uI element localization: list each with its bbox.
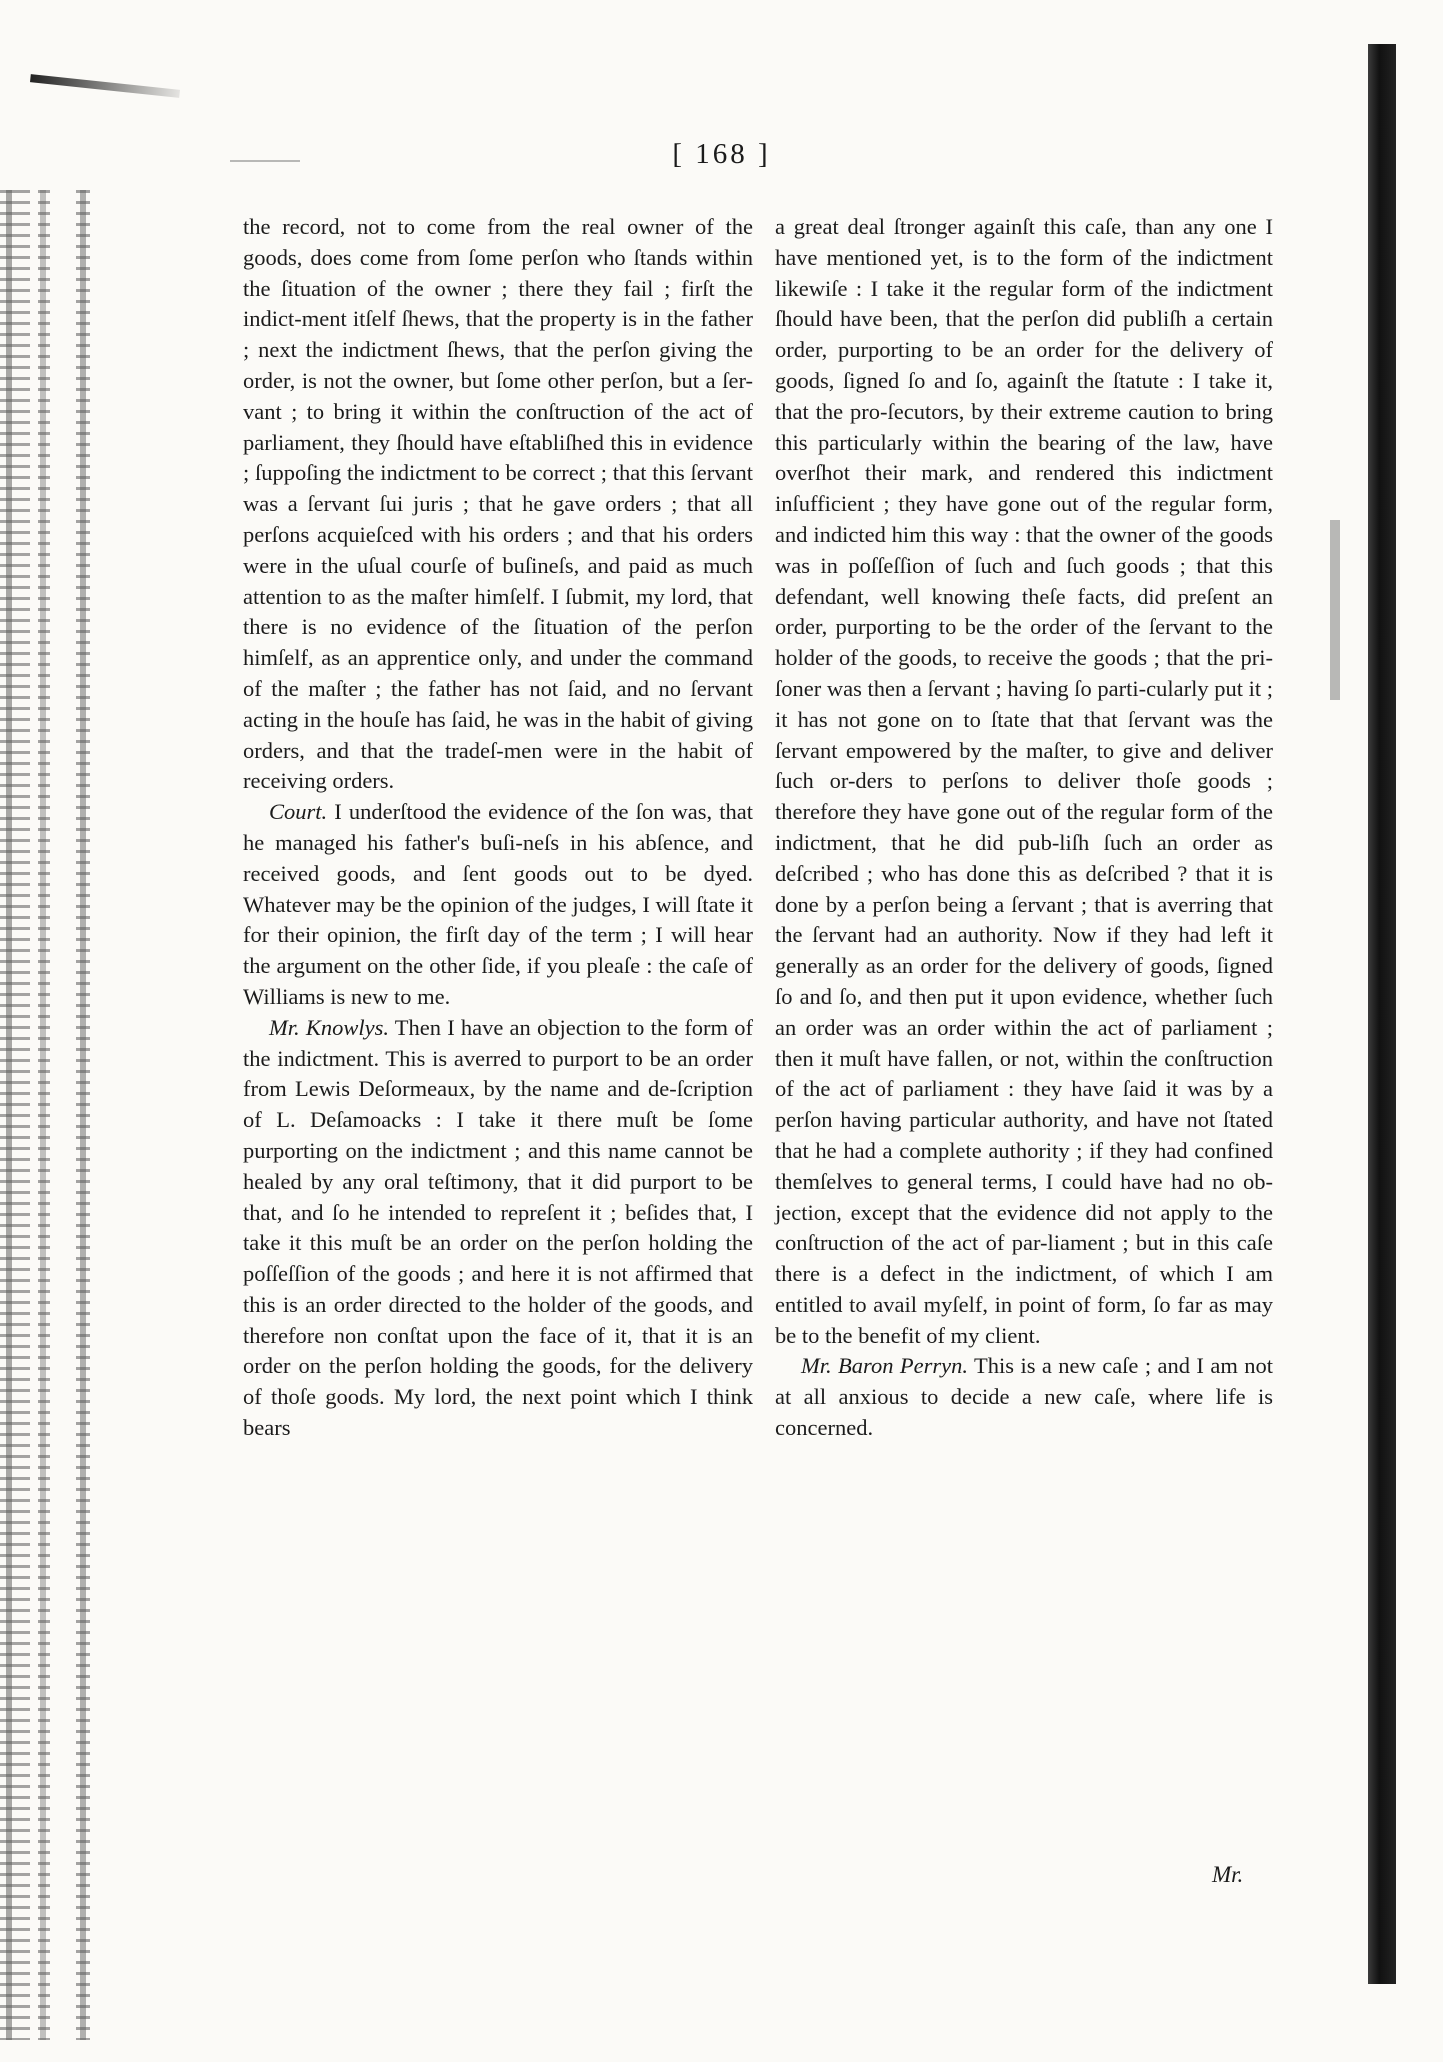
paragraph [243,212,753,797]
paragraph-text: a great deal ſtronger againſt this caſe, than any one I have mentioned yet, is to the form of the indictment likewiſe : I take it the regular form of the indictment ſhould have been, that the perſon did publiſh a certain order, purporting to be an order for the delivery of goods, ſigned ſo and ſo, againſt the ſtatute : I take it, that the pro-ſecutors, by their extreme caution to bring this particularly within the bearing of the law, have overſhot their mark, and rendered this indictment inſufficient ; they have gone out of the regular form, and indicted him this way : that the owner of the goods was in poſſeſſion of ſuch and ſuch goods ; that this defendant, well knowing theſe facts, did preſent an order, purporting to be the order of the ſervant to the holder of the goods, to receive the goods ; that the pri-ſoner was then a ſervant ; having ſo parti-cularly put it ; it has not gone on to ſtate that that ſervant was the ſervant empowered by the maſter, to give and deliver ſuch or-ders to perſons to deliver thoſe goods ; therefore they have gone out of the regular form of the indictment, that he did pub-liſh ſuch an order as deſcribed ; who has done this as deſcribed ? that it is done by a perſon being a ſervant ; that is averring that the ſervant had an authority. Now if they had left it generally as an order for the delivery of goods, ſigned ſo and ſo, and then put it upon evidence, whether ſuch an order was an order within the act of parliament ; then it muſt have fallen, or not, within the conſtruction of the act of parliament : they have ſaid it was by a perſon having particular authority, and have not ſtated that he had a complete authority ; if they had confined themſelves to general terms, I could have had no ob-jection, except that the evidence did not apply to the conſtruction of the act of par-liament ; but in this caſe there is a defect in the indictment, of which I am entitled to avail myſelf, in point of form, ſo far as may be to the benefit of my client. [775,214,1273,1348]
paragraph [775,1351,1273,1443]
binding-edge-shadow [0,190,120,2040]
paragraph [243,1013,753,1444]
page-number: [ 168 ] [672,138,771,170]
paragraph [243,797,753,1013]
right-column [775,212,1273,1444]
speaker-name: Court. [269,799,328,825]
speaker-name: Mr. Knowlys. [269,1014,389,1040]
page-edge-mark [1330,520,1340,700]
paragraph-text: Then I have an objection to the form of the indictment. This is averred to purport to be an order from Lewis Deſormeaux, by the name and de-ſcription of L. Deſamoacks : I take it there muſt be ſome purporting on the indictment ; and this name cannot be healed by any oral teſtimony, that it did purport to be that, and ſo he intended to repreſent it ; beſides that, I take it this muſt be an order on the perſon holding the poſſeſſion of the goods ; and here it is not affirmed that this is an order directed to the holder of the goods, and therefore non conſtat upon the face of it, that it is an order on the perſon holding the goods, for the delivery of thoſe goods. My lord, the next point which I think bears [243,1014,753,1441]
speaker-name: Mr. Baron Perryn. [801,1353,968,1379]
paragraph-text: This is a new caſe ; and I am not at all anxious to decide a new caſe, where life is concerned. [775,1353,1274,1441]
catchword: Mr. [1212,1862,1244,1887]
left-column [243,212,753,1444]
paragraph-text: I underſtood the evidence of the ſon was, that he managed his father's buſi-neſs in his abſence, and received goods, and ſent goods out to be dyed. Whatever may be the opinion of the judges, I will ſtate it for their opinion, the firſt day of the term ; I will hear the argument on the other ſide, if you pleaſe : the caſe of Williams is new to me. [243,799,753,1009]
paragraph-text: the record, not to come from the real owner of the goods, does come from ſome perſon who ſtands within the ſituation of the owner ; there they fail ; firſt the indict-ment itſelf ſhews, that the property is in the father ; next the indictment ſhews, that the perſon giving the order, is not the owner, but ſome other perſon, but a ſer-vant ; to bring it within the conſtruction of the act of parliament, they ſhould have eſtabliſhed this in evidence ; ſuppoſing the indictment to be correct ; that this ſervant was a ſervant ſui juris ; that he gave orders ; that all perſons acquieſced with his orders ; and that his orders were in the uſual courſe of buſineſs, and paid as much attention to as the maſter himſelf. I ſubmit, my lord, that there is no evidence of the ſituation of the perſon himſelf, as an apprentice only, and under the command of the maſter ; the father has not ſaid, and no ſervant acting in the houſe has ſaid, he was in the habit of giving orders, and that the tradeſ-men were in the habit of receiving orders. [243,214,753,794]
page-edge-shadow [1368,44,1396,1984]
scan-smudge [30,74,180,98]
paragraph [775,212,1273,1351]
